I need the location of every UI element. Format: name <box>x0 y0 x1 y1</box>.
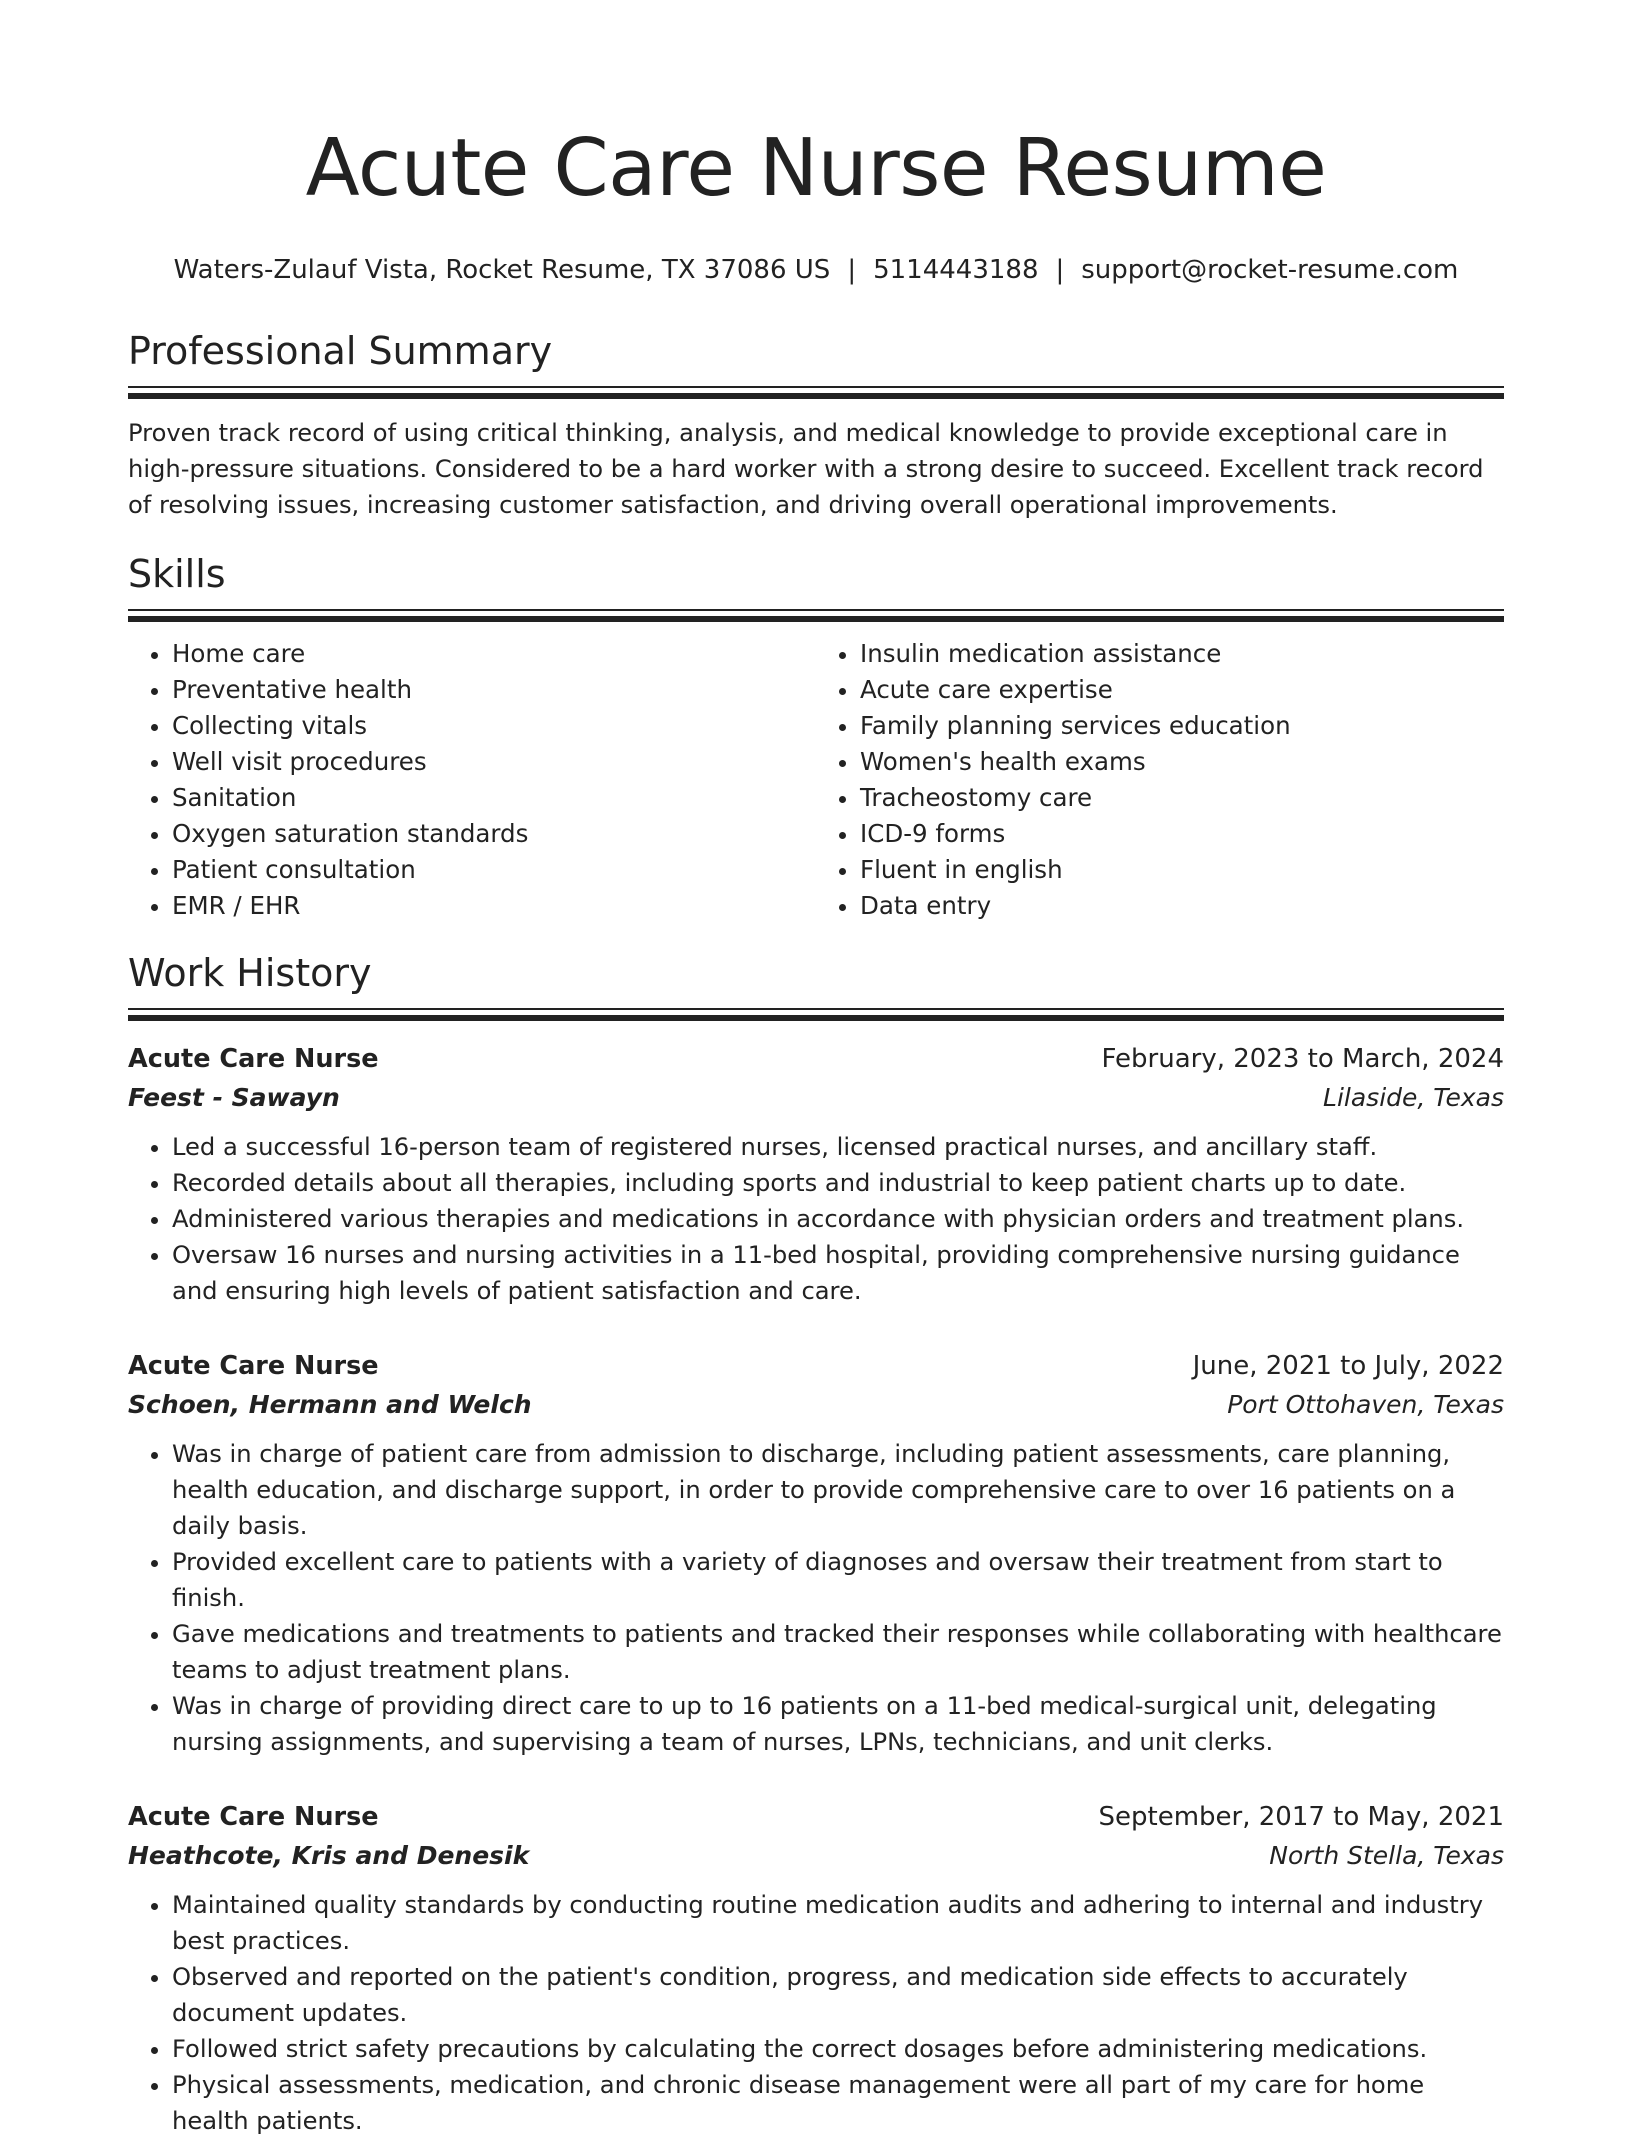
contact-separator: | <box>1055 255 1065 285</box>
job-company-row <box>128 1079 1504 1117</box>
resume-title: Acute Care Nurse Resume <box>305 122 1327 214</box>
contact-line <box>128 252 1504 288</box>
job-bullet: • Followed strict safety precautions by calculating the correct dosages before administering medications. <box>172 2031 1504 2067</box>
skill-item: • Family planning services education <box>860 708 1504 744</box>
skill-item: • Oxygen saturation standards <box>172 816 816 852</box>
summary-section <box>128 326 1504 523</box>
skills-column-left <box>128 636 816 924</box>
job-title: Acute Care Nurse <box>128 1351 379 1381</box>
job-title: Acute Care Nurse <box>128 1802 379 1832</box>
job-bullet: • Maintained quality standards by conducting routine medication audits and adhering to internal and industry best practices. <box>172 1887 1504 1959</box>
job-entry <box>128 1039 1504 1309</box>
job-header-row <box>128 1039 1504 1079</box>
job-location: North Stella, Texas <box>1269 1841 1504 1870</box>
skill-item: • ICD-9 forms <box>860 816 1504 852</box>
job-dates: September, 2017 to May, 2021 <box>1098 1802 1504 1832</box>
skill-item: • Acute care expertise <box>860 672 1504 708</box>
skill-item: • Fluent in english <box>860 852 1504 888</box>
section-heading-work-history: Work History <box>128 951 372 995</box>
job-bullet: • Physical assessments, medication, and chronic disease management were all part of my care for home health patients. <box>172 2067 1504 2139</box>
job-dates: June, 2021 to July, 2022 <box>1192 1351 1504 1381</box>
skills-column-right <box>816 636 1504 924</box>
job-entry <box>128 1797 1504 2139</box>
contact-phone: 5114443188 <box>873 255 1039 285</box>
section-divider <box>128 609 1504 622</box>
job-company-row <box>128 1386 1504 1424</box>
contact-separator: | <box>847 255 857 285</box>
skill-item: • Sanitation <box>172 780 816 816</box>
skills-section <box>128 549 1504 924</box>
job-bullet: • Gave medications and treatments to patients and tracked their responses while collaborating with healthcare teams to adjust treatment plans. <box>172 1616 1504 1688</box>
skills-columns <box>128 636 1504 924</box>
skill-item: • Data entry <box>860 888 1504 924</box>
work-history-section <box>128 948 1504 2139</box>
skill-item: • Women's health exams <box>860 744 1504 780</box>
job-bullets <box>128 1887 1504 2139</box>
job-entry <box>128 1346 1504 1760</box>
summary-text: Proven track record of using critical thinking, analysis, and medical knowledge to provide exceptional care in high-pressure situations. Considered to be a hard worker with a strong desire to succeed. Excellent track record of resolving issues, increasing customer satisfaction, and driving overall operational improvements. <box>128 419 1484 519</box>
skill-item: • Well visit procedures <box>172 744 816 780</box>
job-bullets <box>128 1129 1504 1309</box>
job-company-row <box>128 1837 1504 1875</box>
job-bullet: • Oversaw 16 nurses and nursing activities in a 11-bed hospital, providing comprehensive nursing guidance and ensuring high levels of patient satisfaction and care. <box>172 1237 1504 1309</box>
contact-email[interactable]: support@rocket-resume.com <box>1081 255 1459 285</box>
job-bullet: • Observed and reported on the patient's condition, progress, and medication side effects to accurately document updates. <box>172 1959 1504 2031</box>
job-bullets <box>128 1436 1504 1760</box>
job-bullet: • Administered various therapies and medications in accordance with physician orders and treatment plans. <box>172 1201 1504 1237</box>
job-company: Heathcote, Kris and Denesik <box>128 1841 530 1870</box>
skill-item: • Insulin medication assistance <box>860 636 1504 672</box>
job-company: Feest - Sawayn <box>128 1083 340 1112</box>
job-location: Port Ottohaven, Texas <box>1227 1390 1504 1419</box>
section-divider <box>128 386 1504 399</box>
job-title: Acute Care Nurse <box>128 1044 379 1074</box>
skill-item: • EMR / EHR <box>172 888 816 924</box>
job-bullet: • Was in charge of patient care from admission to discharge, including patient assessments, care planning, health education, and discharge support, in order to provide comprehensive care to over 16 patients on a daily basis. <box>172 1436 1504 1544</box>
skill-item: • Home care <box>172 636 816 672</box>
job-dates: February, 2023 to March, 2024 <box>1101 1044 1504 1074</box>
job-bullet: • Provided excellent care to patients with a variety of diagnoses and oversaw their treatment from start to finish. <box>172 1544 1504 1616</box>
section-divider <box>128 1008 1504 1021</box>
skill-item: • Tracheostomy care <box>860 780 1504 816</box>
job-company: Schoen, Hermann and Welch <box>128 1390 532 1419</box>
job-header-row <box>128 1797 1504 1837</box>
contact-address: Waters-Zulauf Vista, Rocket Resume, TX 37086 US <box>173 255 831 285</box>
job-bullet: • Recorded details about all therapies, including sports and industrial to keep patient charts up to date. <box>172 1165 1504 1201</box>
section-heading-summary: Professional Summary <box>128 329 553 373</box>
skill-item: • Preventative health <box>172 672 816 708</box>
skill-item: • Collecting vitals <box>172 708 816 744</box>
job-bullet: • Led a successful 16-person team of registered nurses, licensed practical nurses, and ancillary staff. <box>172 1129 1504 1165</box>
job-bullet: • Was in charge of providing direct care to up to 16 patients on a 11-bed medical-surgical unit, delegating nursing assignments, and supervising a team of nurses, LPNs, technicians, and unit clerks. <box>172 1688 1504 1760</box>
section-heading-skills: Skills <box>128 552 226 596</box>
job-location: Lilaside, Texas <box>1323 1083 1504 1112</box>
job-header-row <box>128 1346 1504 1386</box>
skill-item: • Patient consultation <box>172 852 816 888</box>
